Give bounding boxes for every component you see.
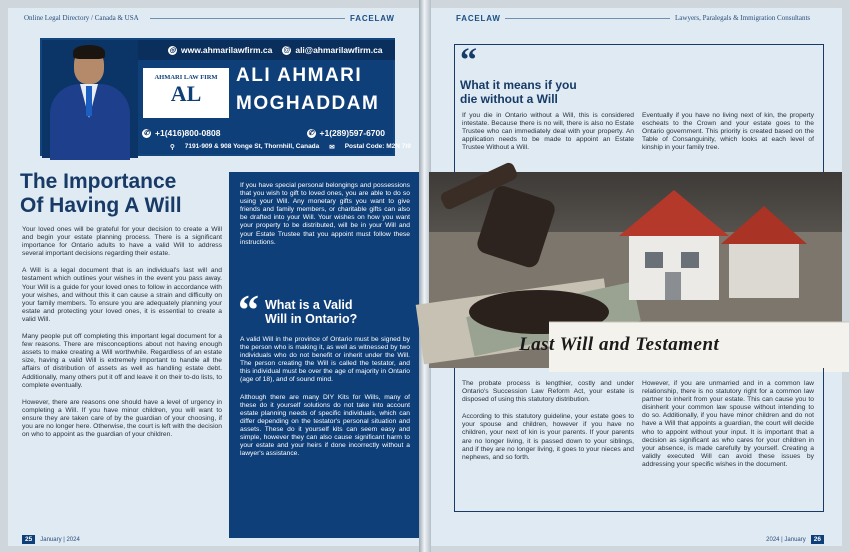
ad-website[interactable]: ◎ www.ahmarilawfirm.ca — [169, 45, 273, 55]
globe-icon: ◎ — [169, 46, 176, 54]
email-icon: @ — [283, 46, 291, 54]
running-rule — [150, 18, 345, 19]
document-title: Last Will and Testament — [519, 334, 720, 355]
last-will-photo — [429, 172, 842, 368]
quote-mark-icon: “ — [460, 42, 477, 79]
paragraph: Your loved ones will be grateful for your decision to create a Will and begin your estate planning process. There is a significant importance for Ontario adults to have a valid Will to address several important decisions regarding their estate. — [22, 226, 222, 258]
issue-date: January | 2024 — [40, 536, 80, 543]
ad-contact-bar — [138, 40, 395, 60]
die-col-1: If you die in Ontario without a Will, this is considered intestate. Because there is no will, there is also no Estate Trustee who can immediately deal with your property. An application needs to be made to appoint an Estate Trustee Without a Will. — [462, 112, 634, 152]
paragraph: A Will is a legal document that is an individual's last will and testament which outlines your wishes in the event you pass away. Your Will is a guide for your loved ones to follow in accordance with your wishes, and without this it can cause a strain and difficulty on your family members. To ensure you are adequately planning your estate and protecting your loved ones, it is essential to create a valid Will. — [22, 267, 222, 323]
die-col-2: Eventually if you have no living next of kin, the property escheats to the Crown and your estate goes to the Ontario government. This priority is created based on the Table of Consanguinity, which looks at each level of kinship in your family tree. — [642, 112, 814, 152]
phone-1[interactable]: ✆ +1(416)800-0808 — [143, 128, 221, 138]
blue-intro: If you have special personal belongings and possessions that you wish to gift to loved ones, you are able to do so using your Will. Any monetary gifts you want to give friends and family members, or charitable gifts can also be drafted into your Will. Your wishes on how you want your property to be distributed, will be in your Will and your Estate Trustee that you appoint must follow these instructions. — [240, 182, 410, 246]
law-firm-ad — [40, 38, 411, 156]
issue-date: 2024 | January — [766, 536, 806, 543]
paragraph: According to this statutory guideline, your estate goes to your spouse and children, however if you have no children, your next of kin is your parents. If your parents are no longer living, it is passed down to your siblings, and if they are no longer living, it goes to your nieces and nephews, and so forth. — [462, 413, 634, 461]
quote-mark-icon: “ — [238, 288, 259, 334]
lower-col-2: However, if you are unmarried and in a common law relationship, there is no statutory right for a common law partner to inherit from your estate. This can cause you to disinherit your common law spouse without intending to do so. Additionally, if you have minor children and do not have a Will that appoints a guardian, the court will decide who to appoint without your input. It is important that a decision as significant as who cares for your children in your absence, is made carefully by yourself. Creating a validly executed Will can avoid these issues by addressing your specific wishes in the document. — [642, 380, 814, 468]
running-head-left: Online Legal Directory / Canada & USA — [24, 14, 139, 22]
page-number: 26 — [811, 535, 824, 544]
lower-col-1 — [462, 380, 634, 471]
running-head-right: Lawyers, Paralegals & Immigration Consultants — [675, 14, 811, 22]
die-without-will-heading: “ What it means if you die without a Will — [460, 42, 577, 106]
ad-email[interactable]: @ ali@ahmarilawfirm.ca — [283, 45, 383, 55]
brand-right: FACELAW — [456, 14, 501, 23]
valid-will-heading: “ What is a Valid Will in Ontario? — [238, 288, 358, 334]
paragraph: A valid Will in the province of Ontario must be signed by the person who is making it, as well as witnessed by two individuals who do not benefit or inherit under the Will. The person creating the Will is called the testator, and this individual must be over the age of majority in Ontario (age of 18), and of sound mind. — [240, 336, 410, 384]
left-column — [22, 226, 222, 448]
paragraph: The probate process is lengthier, costly and under Ontario's Succession Law Reform Act, your estate is disposed of using this statutory distribution. — [462, 380, 634, 404]
ad-phones — [142, 128, 397, 138]
location-pin-icon: ⚲ — [170, 144, 175, 151]
valid-will-text — [240, 336, 410, 467]
mailbox-icon: ✉ — [329, 144, 335, 151]
ad-address: ⚲ 7191-909 & 908 Yonge St, Thornhill, Canada ✉ Postal Code: M2N 7I9 — [170, 143, 411, 151]
firm-logo: AHMARI LAW FIRM AL — [142, 67, 230, 119]
paragraph: Many people put off completing this important legal document for a few reasons. There are misconceptions about not having enough assets to make creating a Will worthwhile. Regardless of an estate size, having a valid Will is extremely important to handle all the affairs of distribution of assets as well as handling estate debt. Additionally, many others put it off and leave it on their to-do lists, to complete eventually. — [22, 333, 222, 389]
phone-2[interactable]: ✆ +1(289)597-6700 — [308, 128, 385, 138]
page-number: 25 — [22, 535, 35, 544]
phone-icon: ✆ — [143, 129, 150, 137]
running-rule — [505, 18, 670, 19]
lawyer-portrait — [42, 40, 138, 158]
article-title: The Importance Of Having A Will — [20, 170, 182, 217]
phone-icon: ✆ — [308, 129, 314, 137]
paragraph: Although there are many DIY Kits for Wills, many of these do it yourself solutions do not take into account estate planning needs of specific individuals, which can differ depending on the testator's personal situation and assets. These do it yourself kits can seem easy and simple, however they can also cause significant harm to your estate and your heirs if done incorrectly without a lawyer's assistance. — [240, 393, 410, 458]
left-page-footer — [22, 535, 80, 544]
lawyer-name: ALI AHMARI MOGHADDAM — [236, 65, 380, 114]
brand-left: FACELAW — [350, 14, 395, 23]
right-page-footer — [766, 535, 824, 544]
paragraph: However, there are reasons one should have a level of urgency in completing a Will. If you have minor children, you will want to ensure they are taken care of by the guardian of your choosing, if you are no longer here. Otherwise, the court is left with the decision on who to appoint as the guardian of your children. — [22, 398, 222, 439]
